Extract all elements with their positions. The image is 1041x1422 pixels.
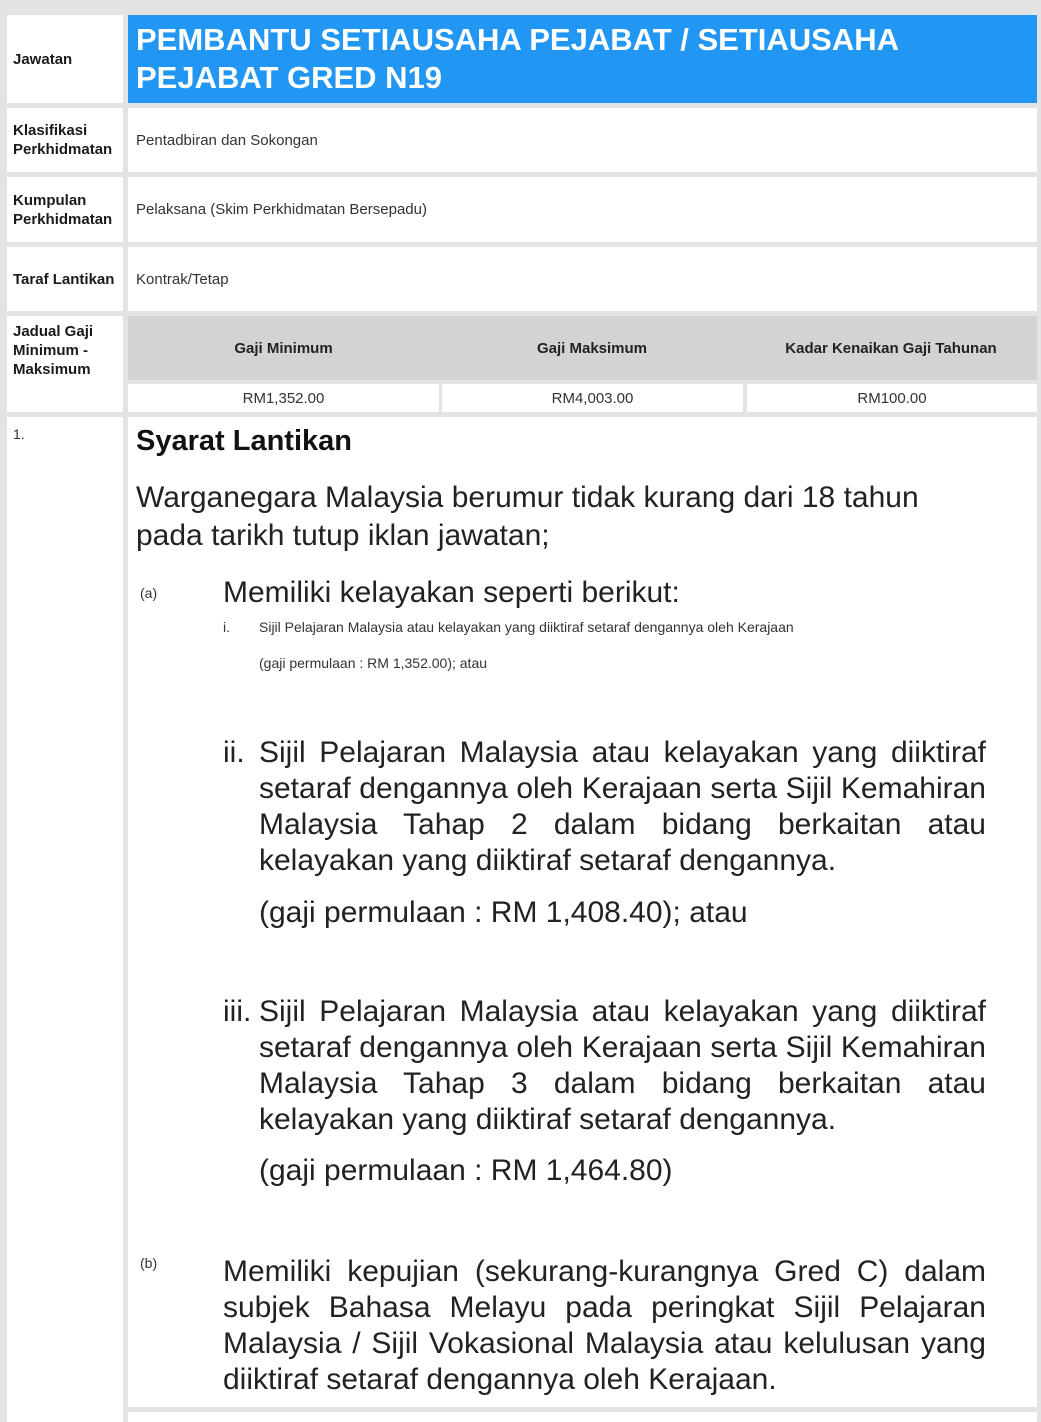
kumpulan-label: Kumpulan Perkhidmatan	[13, 191, 113, 228]
jadual-label-cell	[7, 316, 123, 412]
job-title: PEMBANTU SETIAUSAHA PEJABAT / SETIAUSAHA PEJABAT GRED N19	[128, 15, 1037, 103]
item-iii-text: Sijil Pelajaran Malaysia atau kelayakan yang diiktiraf setaraf dengannya oleh Kerajaan serta Sijil Kemahiran Malaysia Tahap 3 dalam bidang berkaitan atau kelayakan yang diiktiraf setaraf dengannya.	[259, 995, 986, 1136]
syarat-number: 1.	[13, 426, 25, 442]
item-i-text: Sijil Pelajaran Malaysia atau kelayakan yang diiktiraf setaraf dengannya oleh Kerajaan	[259, 619, 794, 635]
next-row-right	[128, 1412, 1037, 1422]
item-ii-marker: ii.	[223, 736, 245, 769]
header-gaji-minimum: Gaji Minimum	[128, 316, 439, 380]
item-a-marker: (a)	[140, 585, 158, 601]
item-i-salary: (gaji permulaan : RM 1,352.00); atau	[259, 655, 488, 671]
item-b-text: Memiliki kepujian (sekurang-kurangnya Gred C) dalam subjek Bahasa Melayu pada peringkat Sijil Pelajaran Malaysia / Sijil Vokasional Malaysia atau kelulusan yang diiktiraf setaraf dengannya oleh Kerajaan.	[223, 1255, 986, 1396]
value-gaji-minimum: RM1,352.00	[128, 384, 439, 412]
kumpulan-label-cell	[7, 177, 123, 242]
item-i-marker: i.	[223, 619, 230, 635]
item-b-marker: (b)	[140, 1255, 158, 1271]
klasifikasi-value: Pentadbiran dan Sokongan	[128, 108, 1037, 172]
klasifikasi-label-cell	[7, 108, 123, 172]
syarat-intro: Warganegara Malaysia berumur tidak kurang dari 18 tahun pada tarikh tutup iklan jawatan;	[136, 481, 919, 552]
taraf-label: Taraf Lantikan	[13, 270, 115, 288]
kumpulan-value: Pelaksana (Skim Perkhidmatan Bersepadu)	[128, 177, 1037, 242]
next-row-left	[7, 1412, 123, 1422]
syarat-content	[128, 417, 1037, 1407]
value-gaji-maksimum: RM4,003.00	[442, 384, 743, 412]
jawatan-label-cell	[7, 15, 123, 103]
taraf-label-cell	[7, 247, 123, 311]
klasifikasi-label: Klasifikasi Perkhidmatan	[13, 122, 113, 158]
item-ii-salary: (gaji permulaan : RM 1,408.40); atau	[259, 896, 748, 929]
syarat-number-cell	[7, 417, 123, 1417]
jadual-label: Jadual Gaji Minimum - Maksimum	[13, 323, 94, 378]
item-iii-salary: (gaji permulaan : RM 1,464.80)	[259, 1154, 673, 1187]
header-gaji-maksimum: Gaji Maksimum	[439, 316, 745, 380]
item-a-text: Memiliki kelayakan seperti berikut:	[223, 576, 680, 609]
item-ii-text: Sijil Pelajaran Malaysia atau kelayakan yang diiktiraf setaraf dengannya oleh Kerajaan serta Sijil Kemahiran Malaysia Tahap 2 dalam bidang berkaitan atau kelayakan yang diiktiraf setaraf dengannya.	[259, 736, 986, 877]
taraf-value: Kontrak/Tetap	[128, 247, 1037, 311]
jawatan-label: Jawatan	[13, 50, 73, 68]
value-kadar-kenaikan: RM100.00	[747, 384, 1037, 412]
syarat-heading: Syarat Lantikan	[136, 425, 352, 457]
item-iii-marker: iii.	[223, 995, 252, 1028]
header-kadar-kenaikan: Kadar Kenaikan Gaji Tahunan	[745, 316, 1037, 380]
